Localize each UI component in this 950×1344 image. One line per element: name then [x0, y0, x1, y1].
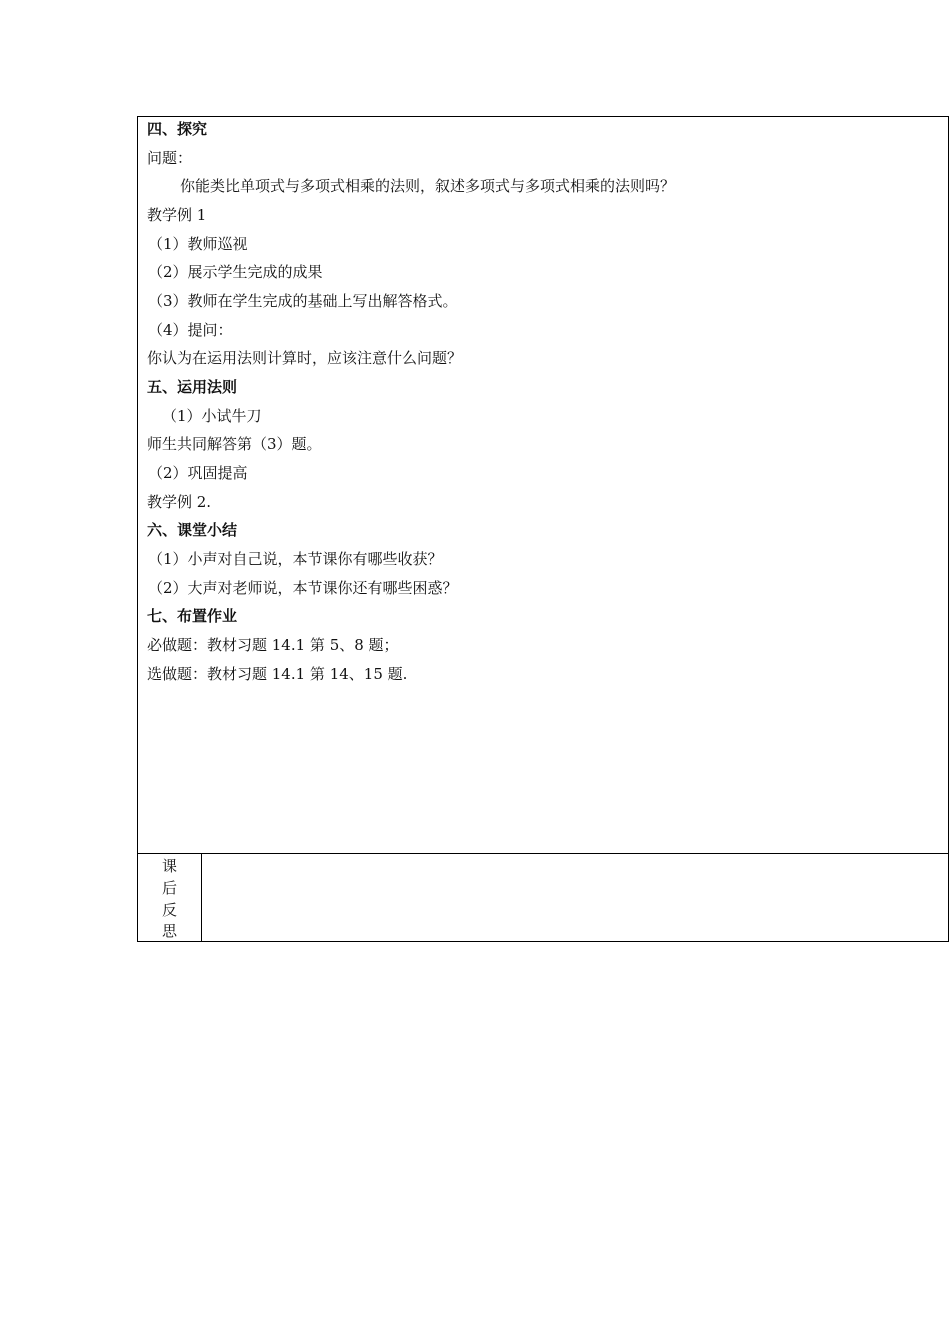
section-heading-explore: 四、探究	[147, 120, 208, 138]
summary-gains: （1）小声对自己说，本节课你有哪些收获？	[148, 550, 443, 568]
section-heading-apply: 五、运用法则	[147, 378, 238, 396]
question-attention: 你认为在运用法则计算时，应该注意什么问题？	[147, 349, 463, 367]
step-teacher-patrol: （1）教师巡视	[148, 235, 248, 253]
reflection-label-char: 思	[162, 922, 178, 940]
homework-optional: 选做题：教材习题 14.1 第 14、15 题.	[147, 665, 408, 683]
reflection-label-char: 反	[162, 901, 178, 919]
solve-together: 师生共同解答第（3）题。	[147, 435, 322, 453]
example-2-label: 教学例 2.	[147, 493, 212, 511]
step-try-out: （1）小试牛刀	[162, 407, 262, 425]
section-heading-homework: 七、布置作业	[147, 607, 238, 625]
lesson-plan-table	[137, 116, 949, 942]
step-write-format: （3）教师在学生完成的基础上写出解答格式。	[148, 292, 458, 310]
reflection-label-char: 后	[162, 879, 178, 897]
summary-confusions: （2）大声对老师说，本节课你还有哪些困惑？	[148, 579, 458, 597]
reflection-content-cell	[202, 854, 948, 941]
step-ask-question: （4）提问：	[148, 321, 233, 339]
lesson-content-cell	[138, 117, 948, 854]
step-show-results: （2）展示学生完成的成果	[148, 263, 323, 281]
reflection-label-cell	[138, 854, 202, 941]
section-heading-summary: 六、课堂小结	[147, 521, 238, 539]
question-label: 问题：	[147, 149, 193, 167]
step-consolidate: （2）巩固提高	[148, 464, 248, 482]
example-1-label: 教学例 1	[147, 206, 207, 224]
reflection-label-char: 课	[162, 857, 178, 875]
homework-required: 必做题：教材习题 14.1 第 5、8 题；	[147, 636, 399, 654]
question-text: 你能类比单项式与多项式相乘的法则，叙述多项式与多项式相乘的法则吗？	[180, 177, 676, 195]
